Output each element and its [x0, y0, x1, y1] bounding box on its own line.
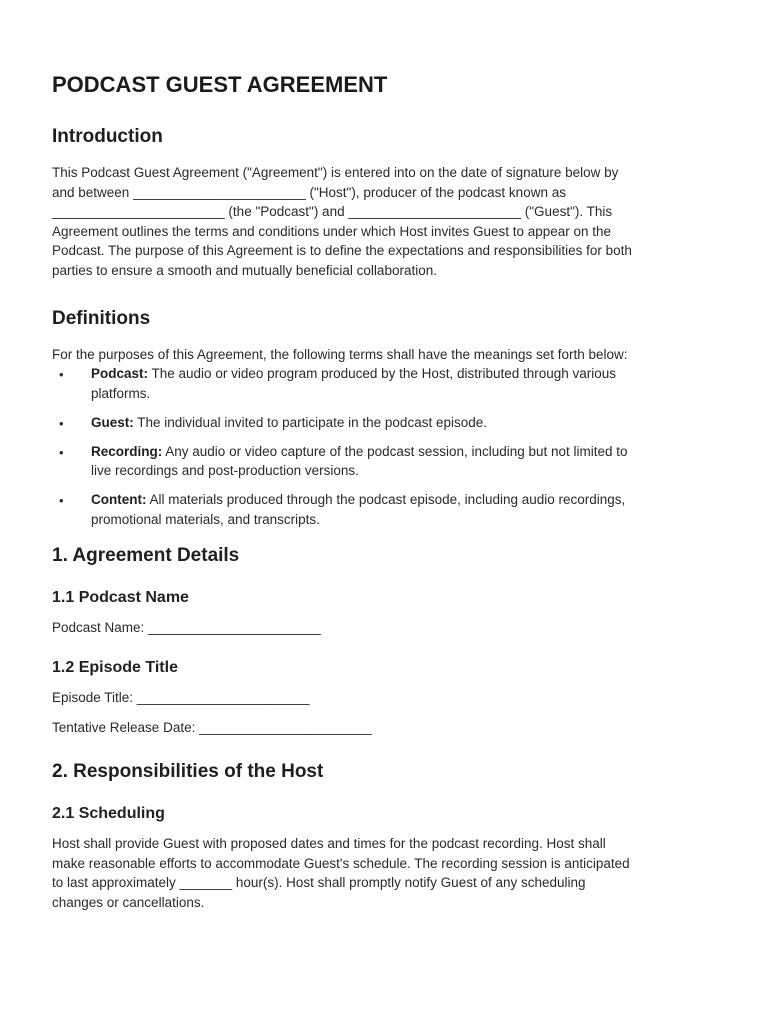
introduction-line: This Podcast Guest Agreement ("Agreement") is entered into on the date of signature below by	[52, 165, 619, 180]
definitions-list	[52, 364, 718, 529]
scheduling-line: Host shall provide Guest with proposed dates and times for the podcast recording. Host shall	[52, 836, 606, 852]
definition-term: Podcast:	[91, 366, 149, 382]
definition-term: Recording:	[91, 443, 163, 459]
section-2-heading: 2. Responsibilities of the Host	[52, 761, 324, 783]
document-title: PODCAST GUEST AGREEMENT	[52, 72, 388, 97]
bullet-icon: •	[59, 415, 64, 431]
episode-title-field: Episode Title: _______________________	[52, 690, 310, 706]
definition-item-recording	[52, 442, 718, 481]
definition-text: The individual invited to participate in the podcast episode.	[133, 414, 487, 430]
release-date-field: Tentative Release Date: _______________________	[52, 719, 372, 735]
bullet-icon: •	[59, 444, 64, 460]
introduction-line: and between _______________________ ("Host"), producer of the podcast known as	[52, 184, 566, 200]
scheduling-line: to last approximately _______ hour(s). Host shall promptly notify Guest of any scheduling	[52, 875, 586, 891]
introduction-line: parties to ensure a smooth and mutually beneficial collaboration.	[52, 262, 437, 278]
definition-text-continued: live recordings and post-production versions.	[91, 463, 359, 479]
introduction-line: _______________________ (the "Podcast") and _______________________ ("Guest"). This	[52, 204, 613, 220]
definition-text: The audio or video program produced by the Host, distributed through various	[148, 366, 617, 382]
subsection-1-1-heading: 1.1 Podcast Name	[52, 589, 189, 607]
podcast-name-field: Podcast Name: _______________________	[52, 620, 321, 636]
definition-term: Guest:	[91, 414, 134, 430]
bullet-icon: •	[59, 493, 64, 509]
definition-text: All materials produced through the podcast episode, including audio recordings,	[146, 492, 626, 508]
definition-text-continued: promotional materials, and transcripts.	[91, 511, 320, 527]
introduction-heading: Introduction	[52, 126, 163, 147]
subsection-1-2-heading: 1.2 Episode Title	[52, 659, 178, 677]
scheduling-line: changes or cancellations.	[52, 895, 205, 911]
definitions-heading: Definitions	[52, 307, 151, 329]
subsection-2-1-heading: 2.1 Scheduling	[52, 805, 165, 823]
introduction-line: Podcast. The purpose of this Agreement is to define the expectations and responsibilities for both	[52, 243, 632, 259]
scheduling-paragraph	[52, 834, 718, 912]
definition-text-continued: platforms.	[91, 385, 151, 401]
bullet-icon: •	[59, 367, 64, 383]
section-1-heading: 1. Agreement Details	[52, 545, 240, 567]
definition-text: Any audio or video capture of the podcast session, including but not limited to	[162, 443, 628, 459]
definition-item-content	[52, 490, 718, 529]
introduction-paragraph	[52, 163, 718, 281]
definitions-intro: For the purposes of this Agreement, the following terms shall have the meanings set forth below:	[52, 346, 628, 362]
introduction-line: Agreement outlines the terms and conditions under which Host invites Guest to appear on the	[52, 223, 612, 239]
definition-item-guest	[52, 413, 718, 433]
definition-item-podcast	[52, 364, 718, 403]
scheduling-line: make reasonable efforts to accommodate Guest's schedule. The recording session is anticipated	[52, 855, 630, 871]
definition-term: Content:	[91, 492, 147, 508]
